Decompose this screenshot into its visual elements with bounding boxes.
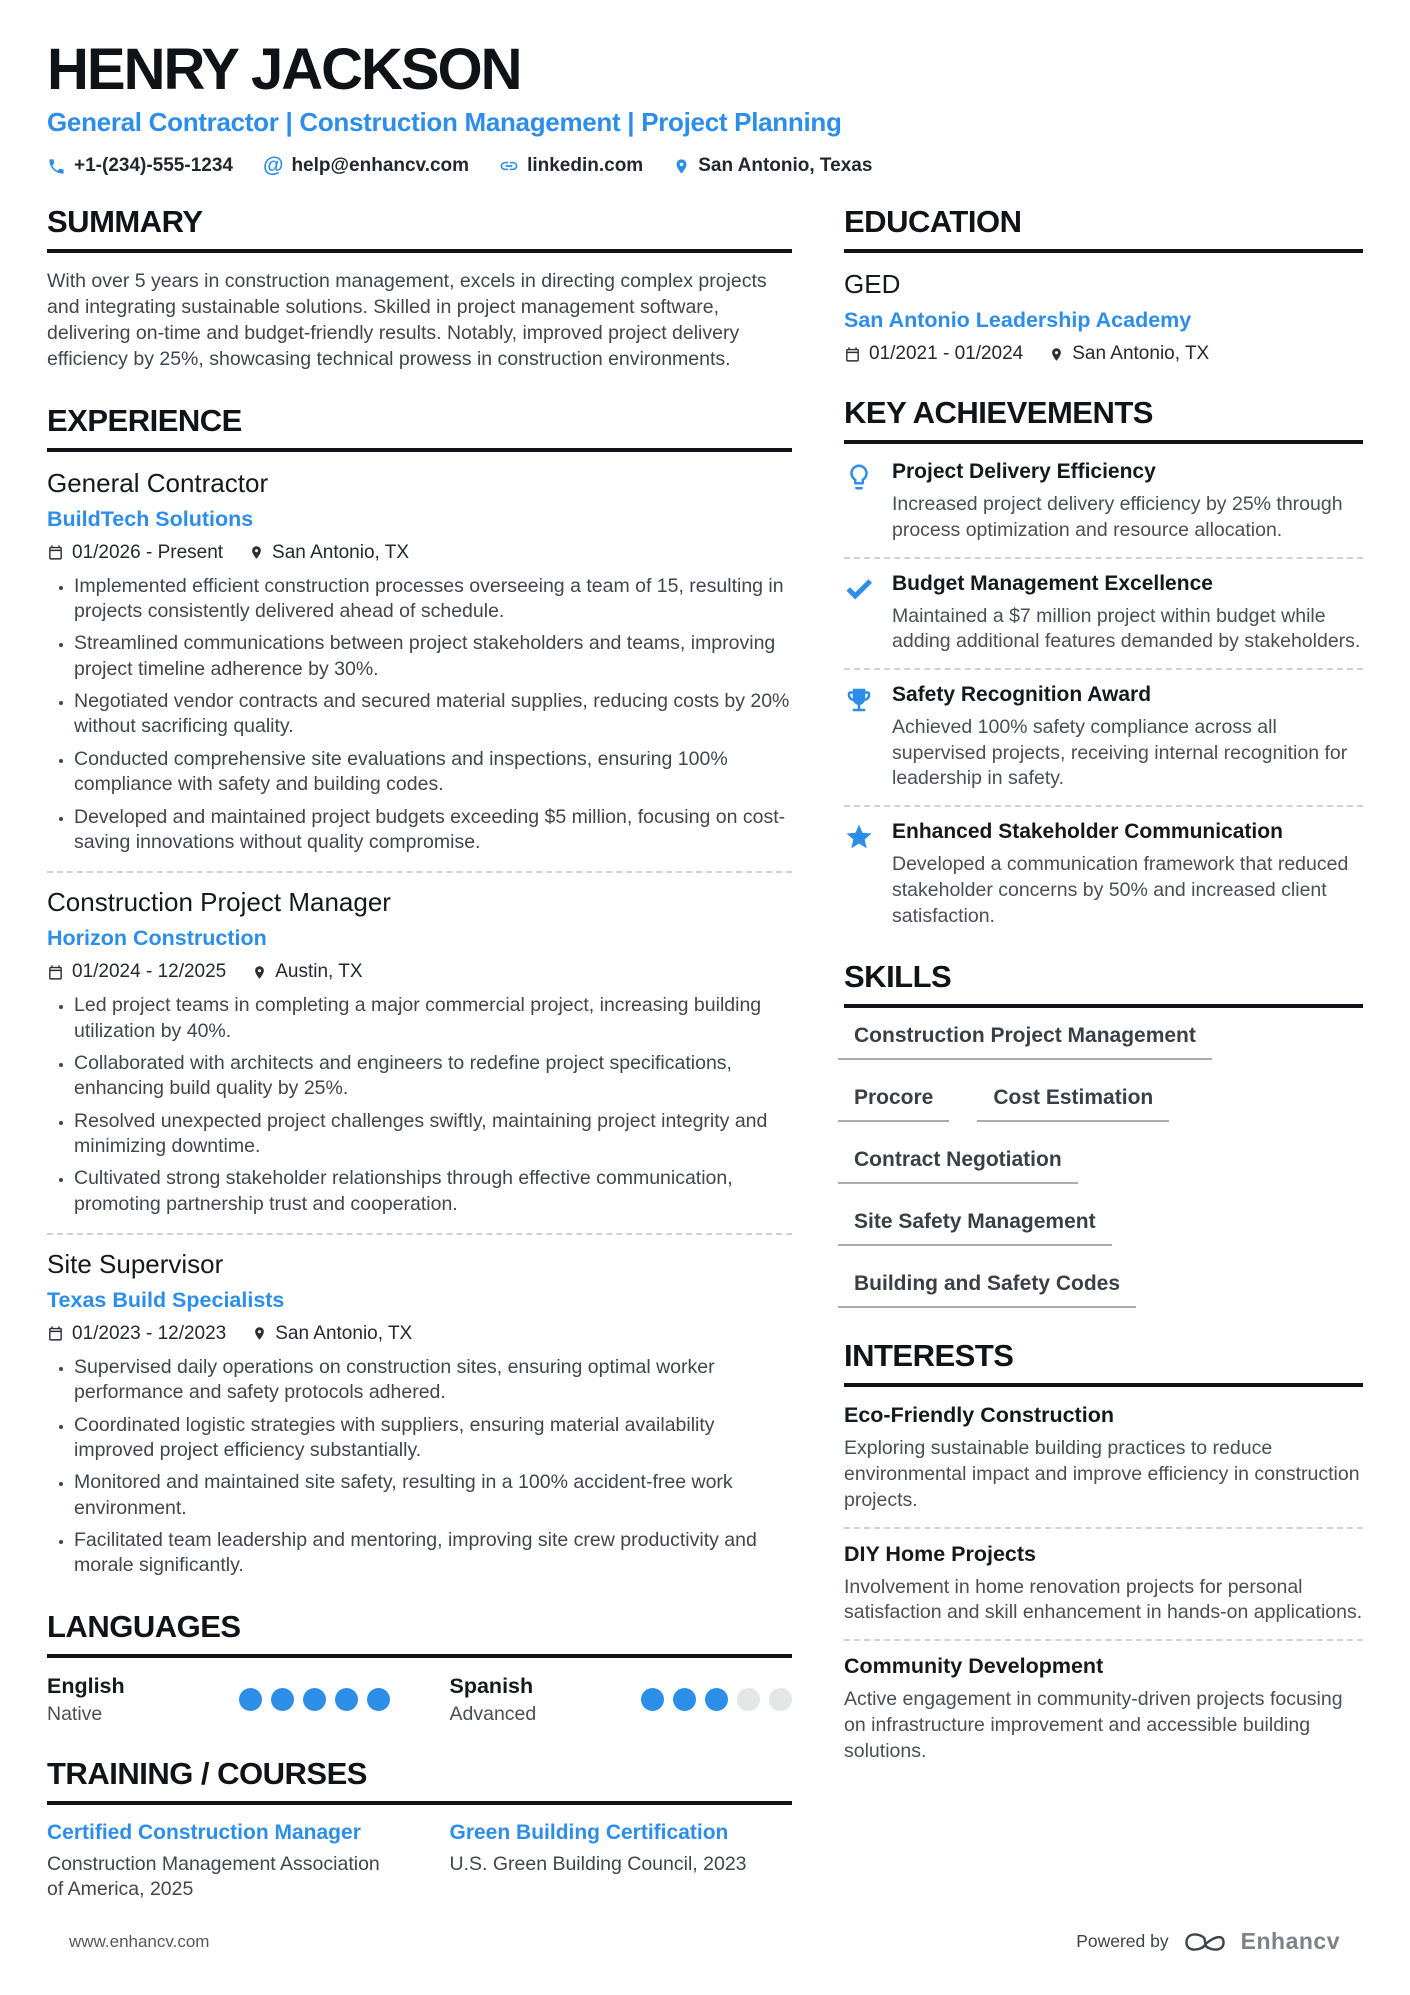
job-dates-text: 01/2026 - Present — [72, 541, 224, 563]
job-location-text: San Antonio, TX — [272, 541, 410, 563]
bullet: • Conducted comprehensive site evaluations and inspections, ensuring 100% compliance with safety and building codes. — [74, 747, 792, 798]
bullet: • Implemented efficient construction processes overseeing a team of 15, resulting in projects consistently delivered ahead of schedule. — [74, 574, 792, 625]
languages-heading: LANGUAGES — [47, 1609, 792, 1658]
company-name: Texas Build Specialists — [47, 1287, 285, 1312]
lightbulb-icon — [844, 460, 876, 543]
bullet: • Coordinated logistic strategies with suppliers, ensuring material availability improved project efficiency substantially. — [74, 1413, 792, 1464]
skill-item: Site Safety Management — [838, 1210, 1112, 1246]
achievement-item — [844, 460, 1363, 543]
enhancv-logo-icon[interactable] — [1183, 1929, 1227, 1955]
job-bullets — [47, 1355, 792, 1579]
enhancv-wordmark[interactable]: Enhancv — [1240, 1928, 1340, 1954]
education-section — [844, 204, 1363, 365]
proficiency-dot — [271, 1688, 294, 1711]
course-org: U.S. Green Building Council, 2023 — [449, 1852, 747, 1875]
star-icon — [844, 820, 876, 929]
skills-row — [844, 1024, 1363, 1060]
bullet: • Led project teams in completing a major commercial project, increasing building utilization by 40%. — [74, 993, 792, 1044]
job-meta-row — [47, 542, 792, 564]
proficiency-dot — [239, 1688, 262, 1711]
skills-row — [844, 1272, 1363, 1308]
school-name: San Antonio Leadership Academy — [844, 308, 1192, 333]
phone-link[interactable] — [47, 155, 233, 177]
checkmark-icon — [844, 572, 876, 655]
location-text: San Antonio, Texas — [698, 155, 873, 177]
website-text: linkedin.com — [527, 155, 644, 177]
achievement-body — [892, 572, 1363, 655]
interest-item — [844, 1542, 1363, 1626]
summary-heading: SUMMARY — [47, 204, 792, 253]
bullet: • Resolved unexpected project challenges swiftly, maintaining project integrity and minimizing downtime. — [74, 1109, 792, 1160]
bullet: • Facilitated team leadership and mentoring, improving site crew productivity and morale significantly. — [74, 1528, 792, 1579]
job-title: Site Supervisor — [47, 1248, 224, 1279]
job-meta-row — [47, 961, 792, 983]
contact-row — [47, 154, 1363, 178]
job-title: Construction Project Manager — [47, 887, 391, 918]
achievement-text: Achieved 100% safety compliance across all supervised projects, receiving internal recognition for leadership in safety. — [892, 716, 1348, 790]
link-icon — [499, 156, 519, 176]
job-location-text: San Antonio, TX — [275, 1322, 413, 1344]
person-name: HENRY JACKSON — [47, 37, 521, 102]
experience-entry — [47, 1249, 792, 1579]
summary-section — [47, 204, 792, 373]
language-name: English — [47, 1673, 125, 1698]
calendar-icon — [47, 544, 64, 561]
job-bullets — [47, 574, 792, 855]
proficiency-dot — [673, 1688, 696, 1711]
bullet: • Cultivated strong stakeholder relationships through effective communication, promoting partnership trust and cooperation. — [74, 1166, 792, 1217]
achievement-title: Enhanced Stakeholder Communication — [892, 820, 1283, 844]
course-title: Green Building Certification — [449, 1820, 729, 1844]
dashed-divider — [844, 668, 1363, 670]
languages-section — [47, 1609, 792, 1726]
language-name: Spanish — [449, 1673, 534, 1698]
bullet: • Collaborated with architects and engineers to redefine project specifications, enhancing build quality by 25%. — [74, 1051, 792, 1102]
proficiency-dots — [641, 1688, 792, 1711]
proficiency-dot — [303, 1688, 326, 1711]
education-dates — [844, 343, 1023, 365]
left-column — [47, 204, 792, 1932]
interest-text: Active engagement in community-driven projects focusing on infrastructure improvement and accessible building solutions. — [844, 1688, 1343, 1762]
footer — [0, 1928, 1410, 1955]
achievement-item — [844, 683, 1363, 792]
achievement-text: Maintained a $7 million project within budget while adding additional features demanded by stakeholders. — [892, 604, 1361, 653]
job-title: General Contractor — [47, 467, 269, 498]
education-meta-row — [844, 343, 1363, 365]
proficiency-dots — [239, 1688, 390, 1711]
achievement-text: Developed a communication framework that reduced stakeholder concerns by 50% and increased client satisfaction. — [892, 853, 1349, 927]
skill-item: Building and Safety Codes — [838, 1272, 1136, 1308]
course-title: Certified Construction Manager — [47, 1820, 361, 1844]
language-level: Native — [47, 1702, 103, 1725]
skill-item: Construction Project Management — [838, 1024, 1212, 1060]
skill-item: Contract Negotiation — [838, 1148, 1078, 1184]
proficiency-dot — [367, 1688, 390, 1711]
email-link[interactable] — [263, 154, 469, 178]
training-heading: TRAINING / COURSES — [47, 1756, 792, 1805]
dashed-divider — [844, 805, 1363, 807]
phone-icon — [47, 157, 66, 176]
skills-heading: SKILLS — [844, 959, 1363, 1008]
skills-row — [844, 1148, 1363, 1184]
bullet: • Negotiated vendor contracts and secured material supplies, reducing costs by 20% without sacrificing quality. — [74, 689, 792, 740]
language-item — [450, 1674, 793, 1726]
job-bullets — [47, 993, 792, 1217]
education-location — [1049, 343, 1209, 365]
achievements-heading: KEY ACHIEVEMENTS — [844, 395, 1363, 444]
achievement-body — [892, 683, 1363, 792]
language-labels — [450, 1674, 537, 1726]
experience-entry — [47, 887, 792, 1217]
pin-icon — [249, 544, 264, 561]
proficiency-dot — [705, 1688, 728, 1711]
interest-title: Community Development — [844, 1654, 1104, 1679]
interest-title: DIY Home Projects — [844, 1541, 1036, 1566]
pin-icon — [252, 1325, 267, 1342]
calendar-icon — [844, 346, 861, 363]
company-name: Horizon Construction — [47, 926, 267, 951]
achievement-item — [844, 820, 1363, 929]
job-dates — [47, 542, 223, 564]
at-icon: @ — [262, 154, 284, 178]
website-link[interactable] — [499, 155, 643, 177]
bullet: • Developed and maintained project budgets exceeding $5 million, focusing on cost-saving innovations without quality compromise. — [74, 805, 792, 856]
skill-item: Procore — [838, 1086, 949, 1122]
achievement-item — [844, 572, 1363, 655]
footer-brand-area — [1076, 1928, 1340, 1955]
language-level: Advanced — [449, 1702, 537, 1725]
dashed-divider — [47, 871, 792, 873]
bullet: • Streamlined communications between project stakeholders and teams, improving project timeline adherence by 30%. — [74, 631, 792, 682]
calendar-icon — [47, 1325, 64, 1342]
education-dates-text: 01/2021 - 01/2024 — [869, 343, 1024, 365]
languages-row — [47, 1674, 792, 1726]
achievement-text: Increased project delivery efficiency by 25% through process optimization and resource allocation. — [892, 493, 1343, 541]
achievement-body — [892, 820, 1363, 929]
job-location — [249, 542, 409, 564]
bullet: • Supervised daily operations on construction sites, ensuring optimal worker performance and safety protocols adhered. — [74, 1355, 792, 1406]
proficiency-dot — [737, 1688, 760, 1711]
calendar-icon — [47, 964, 64, 981]
job-dates-text: 01/2023 - 12/2023 — [72, 1322, 227, 1344]
phone-text: +1-(234)-555-1234 — [74, 155, 233, 177]
interest-text: Involvement in home renovation projects for personal satisfaction and skill enhancement in hands-on applications. — [844, 1575, 1363, 1624]
proficiency-dot — [641, 1688, 664, 1711]
header — [47, 37, 1363, 178]
job-meta-row — [47, 1323, 792, 1345]
email-text: help@enhancv.com — [291, 155, 470, 177]
experience-heading: EXPERIENCE — [47, 403, 792, 452]
location-icon — [673, 157, 690, 176]
achievement-title: Budget Management Excellence — [892, 571, 1213, 595]
trophy-icon — [844, 683, 876, 792]
experience-section — [47, 403, 792, 1579]
pin-icon — [1049, 346, 1064, 363]
skills-section — [844, 959, 1363, 1308]
two-column-layout — [47, 204, 1363, 1932]
dashed-divider — [844, 1527, 1363, 1529]
course-org: Construction Management Association of America, 2025 — [47, 1852, 380, 1901]
training-section — [47, 1756, 792, 1903]
job-location-text: Austin, TX — [275, 961, 363, 983]
bullet: • Monitored and maintained site safety, resulting in a 100% accident-free work environment. — [74, 1470, 792, 1521]
headline: General Contractor | Construction Management | Project Planning — [47, 106, 842, 137]
course-item — [47, 1821, 390, 1903]
interests-heading: INTERESTS — [844, 1338, 1363, 1387]
interest-item — [844, 1654, 1363, 1764]
company-name: BuildTech Solutions — [47, 506, 254, 531]
degree: GED — [844, 269, 901, 300]
pin-icon — [252, 964, 267, 981]
dashed-divider — [844, 557, 1363, 559]
experience-entry — [47, 468, 792, 855]
language-labels — [47, 1674, 125, 1726]
courses-row — [47, 1821, 792, 1903]
job-dates-text: 01/2024 - 12/2025 — [72, 961, 227, 983]
job-dates — [47, 1323, 226, 1345]
job-dates — [47, 961, 226, 983]
skill-item: Cost Estimation — [977, 1086, 1169, 1122]
dashed-divider — [844, 1639, 1363, 1641]
location-item[interactable] — [673, 155, 872, 177]
course-item — [450, 1821, 793, 1903]
dashed-divider — [47, 1233, 792, 1235]
proficiency-dot — [335, 1688, 358, 1711]
interests-section — [844, 1338, 1363, 1764]
achievement-title: Project Delivery Efficiency — [892, 460, 1156, 484]
achievements-section — [844, 395, 1363, 929]
language-item — [47, 1674, 390, 1726]
footer-site-link[interactable]: www.enhancv.com — [69, 1931, 210, 1951]
proficiency-dot — [769, 1688, 792, 1711]
job-location — [252, 1323, 412, 1345]
summary-text: With over 5 years in construction management, excels in directing complex projects and integrating sustainable solutions. Skilled in project management software, delivering on-time and budget-friendly results. Notably, improved project delivery efficiency by 25%, showcasing technical prowess in construction environments. — [47, 270, 767, 370]
right-column — [844, 204, 1363, 1932]
skills-row — [844, 1086, 1363, 1122]
job-location — [252, 961, 362, 983]
interest-title: Eco-Friendly Construction — [844, 1403, 1114, 1428]
achievement-title: Safety Recognition Award — [892, 683, 1152, 707]
interest-item — [844, 1403, 1363, 1513]
skills-row — [844, 1210, 1363, 1246]
powered-by-label: Powered by — [1076, 1931, 1169, 1951]
achievement-body — [892, 460, 1363, 543]
education-location-text: San Antonio, TX — [1072, 343, 1210, 365]
interest-text: Exploring sustainable building practices to reduce environmental impact and improve efficiency in construction projects. — [844, 1437, 1360, 1511]
education-heading: EDUCATION — [844, 204, 1363, 253]
